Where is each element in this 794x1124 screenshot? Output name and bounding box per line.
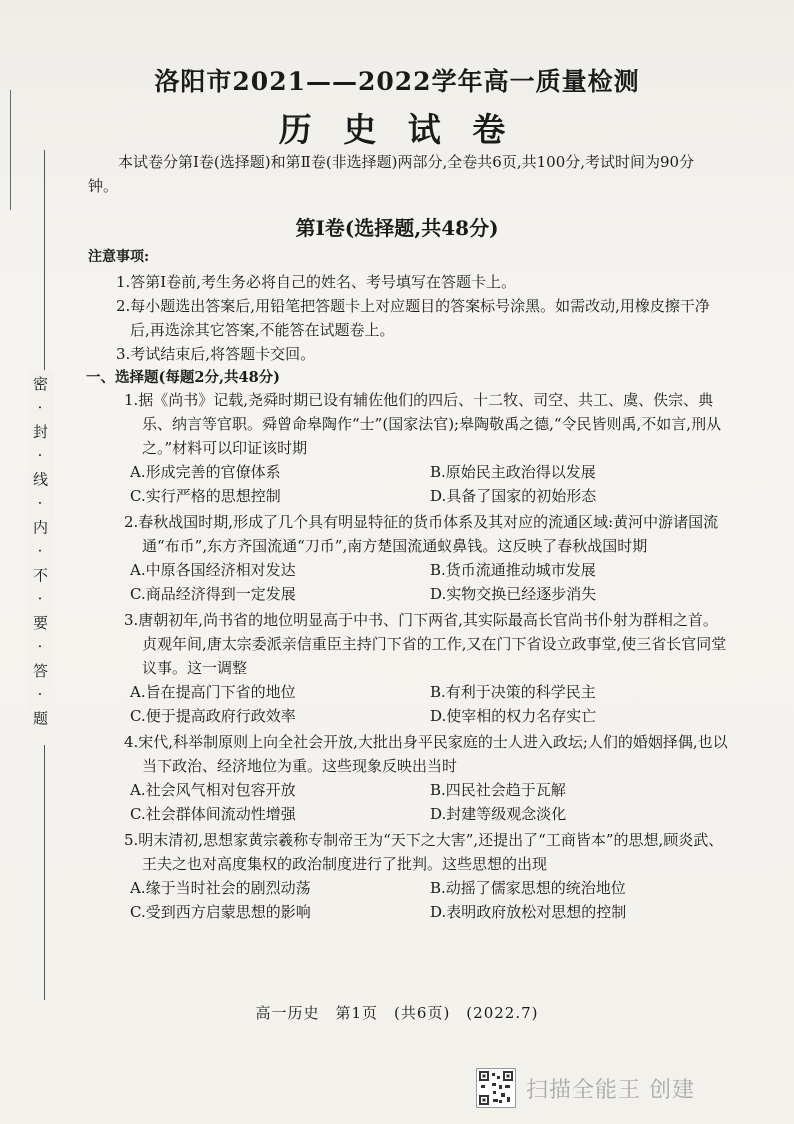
question — [88, 730, 728, 826]
option-d: D.表明政府放松对思想的控制 — [430, 903, 627, 921]
option-c: C.社会群体间流动性增强 — [130, 805, 296, 823]
exam-subject: 历 史 试 卷 — [278, 110, 516, 149]
question-options — [130, 680, 728, 728]
option-b: B.动摇了儒家思想的统治地位 — [430, 879, 626, 897]
scanner-watermark — [476, 1068, 695, 1108]
option-d: D.使宰相的权力名存实亡 — [430, 707, 597, 725]
option-b: B.四民社会趋于瓦解 — [430, 781, 566, 799]
option-b: B.货币流通推动城市发展 — [430, 561, 596, 579]
option-c: C.商品经济得到一定发展 — [130, 585, 296, 603]
option-a: A.形成完善的官僚体系 — [130, 463, 281, 481]
option-a: A.社会风气相对包容开放 — [130, 781, 296, 799]
question-options — [130, 778, 728, 826]
exam-title: 洛阳市2021——2022学年高一质量检测 — [154, 67, 640, 96]
exam-intro: 本试卷分第Ⅰ卷(选择题)和第Ⅱ卷(非选择题)两部分,全卷共6页,共100分,考试时间为90分钟。 — [88, 153, 695, 195]
page-footer: 高一历史 第1页 (共6页) (2022.7) — [255, 1004, 539, 1022]
note-item: 1.答第Ⅰ卷前,考生务必将自己的姓名、考号填写在答题卡上。 — [116, 273, 517, 291]
option-c: C.便于提高政府行政效率 — [130, 707, 296, 725]
note-item: 3.考试结束后,将答题卡交回。 — [116, 345, 316, 363]
option-d: D.具备了国家的初始形态 — [430, 487, 597, 505]
question-options — [130, 460, 728, 508]
section-title: 第Ⅰ卷(选择题,共48分) — [295, 216, 499, 240]
question-options — [130, 558, 728, 606]
question-stem: 2.春秋战国时期,形成了几个具有明显特征的货币体系及其对应的流通区域:黄河中游诸国流通“布币”,东方齐国流通“刀币”,南方楚国流通蚁鼻钱。这反映了春秋战国时期 — [124, 513, 719, 555]
option-c: C.受到西方启蒙思想的影响 — [130, 903, 311, 921]
notes-list — [88, 270, 728, 366]
option-c: C.实行严格的思想控制 — [130, 487, 281, 505]
option-a: A.缘于当时社会的剧烈动荡 — [130, 879, 311, 897]
option-a: A.中原各国经济相对发达 — [130, 561, 296, 579]
option-b: B.有利于决策的科学民主 — [430, 683, 596, 701]
option-b: B.原始民主政治得以发展 — [430, 463, 596, 481]
question — [88, 510, 728, 606]
qr-code-icon — [476, 1068, 516, 1108]
question-stem: 1.据《尚书》记载,尧舜时期已设有辅佐他们的四后、十二牧、司空、共工、虞、佚宗、典乐、纳言等官职。舜曾命皋陶作“士”(国家法官);皋陶敬禹之德,“令民皆则禹,不如言,刑从之。”材料可以印证该时期 — [124, 391, 722, 457]
seal-line-text: 密·封·线·内·不·要·答·题 — [28, 370, 54, 745]
part-heading: 一、选择题(每题2分,共48分) — [86, 369, 281, 386]
option-d: D.实物交换已经逐步消失 — [430, 585, 597, 603]
question — [88, 388, 728, 508]
option-d: D.封建等级观念淡化 — [430, 805, 567, 823]
question — [88, 828, 728, 924]
note-item: 2.每小题选出答案后,用铅笔把答题卡上对应题目的答案标号涂黑。如需改动,用橡皮擦干净后,再选涂其它答案,不能答在试题卷上。 — [116, 297, 710, 339]
question — [88, 608, 728, 728]
question-stem: 5.明末清初,思想家黄宗羲称专制帝王为“天下之大害”,还提出了“工商皆本”的思想,顾炎武、王夫之也对高度集权的政治制度进行了批判。这些思想的出现 — [124, 831, 724, 873]
watermark-text: 扫描全能王 创建 — [526, 1077, 695, 1103]
question-options — [130, 876, 728, 924]
notes-heading: 注意事项: — [88, 249, 150, 265]
question-stem: 3.唐朝初年,尚书省的地位明显高于中书、门下两省,其实际最高长官尚书仆射为群相之首。贞观年间,唐太宗委派亲信重臣主持门下省的工作,又在门下省设立政事堂,使三省长官同堂议事。这一调整 — [124, 611, 727, 677]
question-list — [88, 388, 728, 926]
option-a: A.旨在提高门下省的地位 — [130, 683, 296, 701]
question-stem: 4.宋代,科举制原则上向全社会开放,大批出身平民家庭的士人进入政坛;人们的婚姻择偶,也以当下政治、经济地位为重。这些现象反映出当时 — [124, 733, 728, 775]
